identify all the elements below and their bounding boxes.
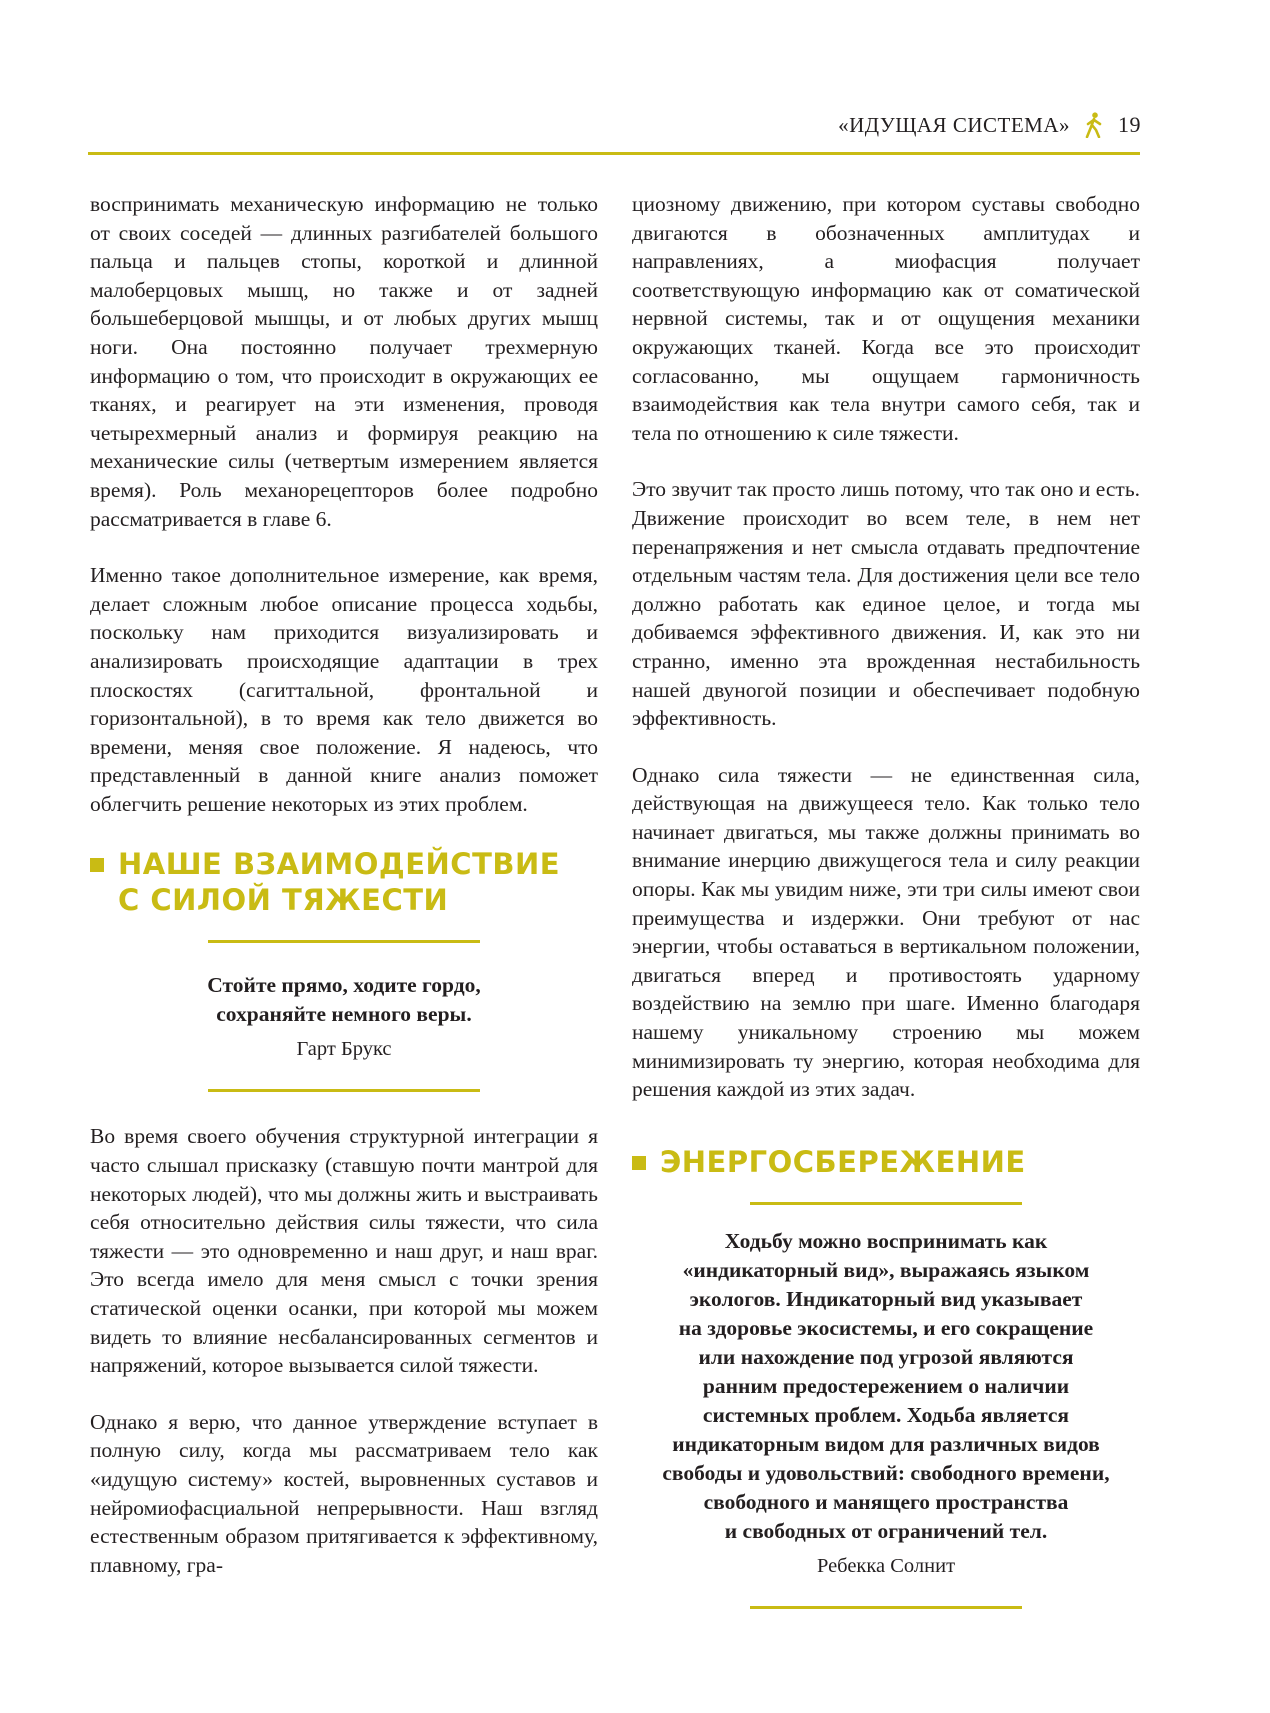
header-rule bbox=[88, 152, 1140, 155]
epigraph-quote bbox=[632, 1227, 1140, 1546]
body-paragraph: Однако я верю, что данное утверждение вступает в полную силу, когда мы рассматриваем тело как «идущую систему» костей, выровненных суставов и нейромиофасциальной непрерывности. Наш взгляд естественным образом притягивается к эффективному, плавному, гра- bbox=[90, 1409, 598, 1577]
body-paragraph: Это звучит так просто лишь потому, что так оно и есть. Движение происходит во всем теле, в нем нет перенапряжения и нет смысла отдавать предпочтение отдельным частям тела. Для достижения цели все тело должно работать как единое целое, и тогда мы добиваемся эффективного движения. И, как это ни странно, именно эта врожденная нестабильность нашей двуногой позиции и обеспечивает подобную эффективность. bbox=[632, 477, 1140, 731]
epigraph bbox=[124, 940, 564, 1092]
epigraph-top-rule bbox=[208, 940, 480, 943]
left-column bbox=[90, 190, 598, 1607]
section-heading-energy bbox=[632, 1144, 1140, 1180]
epigraph-line: «индикаторный вид», выражаясь языком bbox=[682, 1257, 1090, 1282]
epigraph-line: сохраняйте немного веры. bbox=[216, 1002, 472, 1027]
running-head bbox=[838, 112, 1141, 138]
body-paragraph: Во время своего обучения структурной интеграции я часто слышал присказку (ставшую почти мантрой для некоторых людей), что мы должны жить и выстраивать себя относительно действия силы тяжести, что сила тяжести — это одновременно и наш друг, и наш враг. Это всегда имело для меня смысл с точки зрения статической оценки осанки, при которой мы можем видеть то влияние несбалансированных сегментов и напряжений, которое вызывается силой тяжести. bbox=[90, 1124, 598, 1378]
epigraph-author: Ребекка Солнит bbox=[816, 1554, 956, 1577]
body-paragraph: воспринимать механическую информацию не только от своих соседей — длинных разгибателей большого пальца и пальцев стопы, короткой и длинной малоберцовых мышц, но также и от задней большеберцовой мышцы, и от любых других мышц ноги. Она постоянно получает трехмерную информацию о том, что происходит в окружающих ее тканях, и реагирует на эти изменения, проводя четырехмерный анализ и формируя реакцию на механические силы (четвертым измерением является время). Роль механорецепторов более подробно рассматривается в главе 6. bbox=[90, 192, 598, 531]
epigraph-author: Гарт Брукс bbox=[296, 1038, 392, 1061]
section-title bbox=[118, 846, 560, 918]
body-paragraph: циозному движению, при котором суставы свободно двигаются в обозначенных амплитудах и направлениях, а миофасция получает соответствующую информацию как от соматической нервной системы, так и от ощущения механики окружающих тканей. Когда все это происходит согласованно, мы ощущаем гармоничность взаимодействия как тела внутри самого себя, так и тела по отношению к силе тяжести. bbox=[632, 192, 1140, 445]
epigraph-line: свободы и удовольствий: свободного времени, bbox=[662, 1460, 1110, 1485]
epigraph-line: Стойте прямо, ходите гордо, bbox=[207, 973, 481, 998]
epigraph-quote bbox=[124, 971, 564, 1029]
section-title: ЭНЕРГОСБЕРЕЖЕНИЕ bbox=[660, 1144, 1026, 1179]
epigraph-bottom-rule bbox=[750, 1606, 1022, 1609]
epigraph-line: ранним предостережением о наличии bbox=[702, 1373, 1070, 1398]
section-heading-gravity bbox=[90, 846, 598, 918]
section-bullet bbox=[90, 858, 104, 872]
body-paragraph: Именно такое дополнительное измерение, как время, делает сложным любое описание процесса ходьбы, поскольку нам приходится визуализировать и анализировать происходящие адаптации в трех плоскостях (сагиттальной, фронтальной и горизонтальной), в то время как тело движется во времени, меняя свое положение. Я надеюсь, что представленный в данной книге анализ поможет облегчить решение некоторых из этих проблем. bbox=[90, 563, 598, 816]
epigraph bbox=[632, 1202, 1140, 1609]
right-column bbox=[632, 190, 1140, 1639]
running-title: «ИДУЩАЯ СИСТЕМА» bbox=[838, 112, 1070, 137]
epigraph-line: Ходьбу можно воспринимать как bbox=[724, 1228, 1048, 1253]
epigraph-line: на здоровье экосистемы, и его сокращение bbox=[678, 1315, 1094, 1340]
epigraph-line: индикаторным видом для различных видов bbox=[672, 1431, 1100, 1456]
section-bullet bbox=[632, 1156, 646, 1170]
epigraph-bottom-rule bbox=[208, 1089, 480, 1092]
epigraph-line: и свободных от ограничений тел. bbox=[724, 1518, 1048, 1543]
walking-person-icon bbox=[1084, 112, 1104, 138]
section-title-line: НАШЕ ВЗАИМОДЕЙСТВИЕ bbox=[118, 847, 561, 882]
page-number: 19 bbox=[1118, 112, 1141, 137]
section-title-line: С СИЛОЙ ТЯЖЕСТИ bbox=[118, 883, 449, 918]
epigraph-top-rule bbox=[750, 1202, 1022, 1205]
epigraph-line: свободного и манящего пространства bbox=[703, 1489, 1069, 1514]
epigraph-line: или нахождение под угрозой являются bbox=[698, 1344, 1074, 1369]
epigraph-line: системных проблем. Ходьба является bbox=[702, 1402, 1070, 1427]
body-paragraph: Однако сила тяжести — не единственная сила, действующая на движущееся тело. Как только тело начинает двигаться, мы также должны принимать во внимание инерцию движущегося тела и силу реакции опоры. Как мы увидим ниже, эти три силы имеют свои преимущества и издержки. Они требуют от нас энергии, чтобы оставаться в вертикальном положении, двигаться вперед и противостоять ударному воздействию на землю при шаге. Именно благодаря нашему уникальному строению мы можем минимизировать ту энергию, которая необходима для решения каждой из этих задач. bbox=[632, 762, 1140, 1102]
epigraph-line: экологов. Индикаторный вид указывает bbox=[689, 1286, 1083, 1311]
